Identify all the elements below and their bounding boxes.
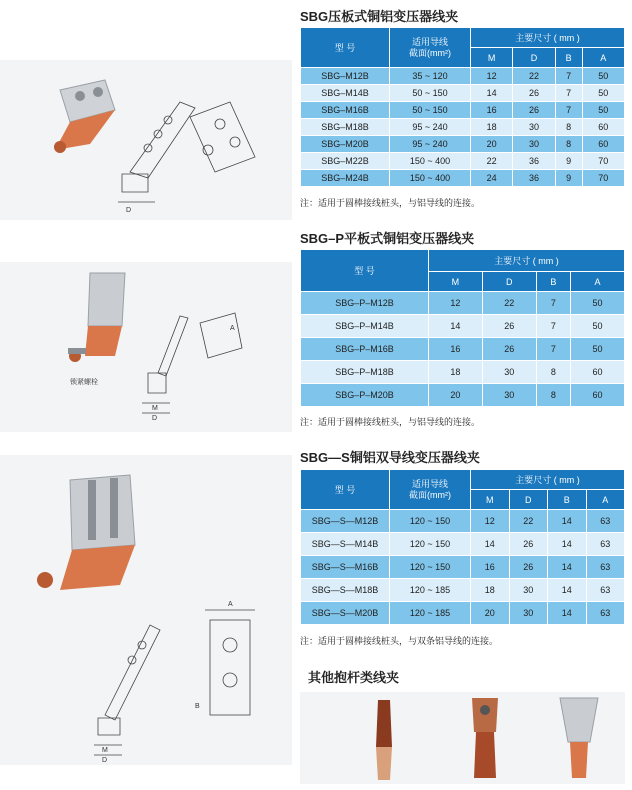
cell-a: 70 <box>582 153 624 170</box>
header-b: B <box>536 272 570 292</box>
cell-model: SBG–M18B <box>301 119 390 136</box>
table-row <box>301 602 625 625</box>
table-row <box>301 315 625 338</box>
table-row <box>301 338 625 361</box>
table-row <box>301 102 625 119</box>
cell-d: 30 <box>509 602 548 625</box>
cell-m: 18 <box>471 119 513 136</box>
header-m: M <box>471 48 513 68</box>
table-row <box>301 510 625 533</box>
table-row <box>301 579 625 602</box>
cell-a: 50 <box>582 102 624 119</box>
cell-a: 50 <box>571 315 625 338</box>
cell-b: 14 <box>548 533 587 556</box>
section-2-title: SBG–P平板式铜铝变压器线夹 <box>300 231 475 246</box>
sbg-s-clamp-photo <box>37 475 135 590</box>
sbg-p-clamp-illustration <box>30 268 290 428</box>
cell-wire: 120 ~ 185 <box>390 579 471 602</box>
header-wire: 适用导线 截面(mm²) <box>390 28 471 68</box>
cell-m: 14 <box>471 85 513 102</box>
cell-a: 60 <box>571 361 625 384</box>
cell-model: SBG–M12B <box>301 68 390 85</box>
header-model: 型 号 <box>301 470 390 510</box>
cell-m: 24 <box>471 170 513 187</box>
left-illustration-column <box>0 0 292 790</box>
cell-a: 50 <box>571 292 625 315</box>
cell-m: 12 <box>471 510 510 533</box>
cell-m: 14 <box>471 533 510 556</box>
header-d: D <box>482 272 536 292</box>
cell-m: 14 <box>429 315 483 338</box>
cell-wire: 50 ~ 150 <box>390 102 471 119</box>
header-a: A <box>582 48 624 68</box>
sbg-s-dim-b-label: B <box>195 703 200 710</box>
cell-m: 20 <box>471 602 510 625</box>
header-d: D <box>509 490 548 510</box>
cell-wire: 35 ~ 120 <box>390 68 471 85</box>
cell-m: 18 <box>429 361 483 384</box>
section-2-note: 注：适用于圆棒接线桩头，与铝导线的连接。 <box>300 417 481 427</box>
cell-model: SBG–M22B <box>301 153 390 170</box>
cell-model: SBG–P–M16B <box>301 338 429 361</box>
cell-wire: 150 ~ 400 <box>390 170 471 187</box>
rod-clamp-photo-2 <box>472 698 498 778</box>
cell-d: 26 <box>513 85 555 102</box>
other-clamps-photos <box>300 692 625 784</box>
cell-d: 22 <box>509 510 548 533</box>
cell-model: SBG–P–M18B <box>301 361 429 384</box>
cell-m: 22 <box>471 153 513 170</box>
table-row <box>301 119 625 136</box>
cell-b: 7 <box>555 85 582 102</box>
cell-m: 16 <box>471 556 510 579</box>
other-clamps-gallery <box>300 692 625 784</box>
cell-d: 22 <box>513 68 555 85</box>
cell-m: 12 <box>429 292 483 315</box>
sbg-p-dim-a-label: A <box>230 325 235 332</box>
cell-a: 63 <box>586 602 625 625</box>
cell-model: SBG–P–M12B <box>301 292 429 315</box>
cell-b: 14 <box>548 579 587 602</box>
cell-model: SBG–M14B <box>301 85 390 102</box>
rod-clamp-photo-1 <box>376 700 392 780</box>
cell-model: SBG–M16B <box>301 102 390 119</box>
cell-model: SBG—S—M12B <box>301 510 390 533</box>
header-m: M <box>429 272 483 292</box>
sbg-dim-d-label: D <box>126 207 132 214</box>
table-row <box>301 85 625 102</box>
cell-d: 30 <box>482 384 536 407</box>
cell-d: 30 <box>482 361 536 384</box>
header-dims: 主要尺寸 ( mm ) <box>471 470 625 490</box>
cell-model: SBG—S—M14B <box>301 533 390 556</box>
cell-a: 70 <box>582 170 624 187</box>
cell-wire: 120 ~ 185 <box>390 602 471 625</box>
header-dims: 主要尺寸 ( mm ) <box>429 250 625 272</box>
cell-m: 18 <box>471 579 510 602</box>
cell-d: 36 <box>513 170 555 187</box>
cell-wire: 50 ~ 150 <box>390 85 471 102</box>
section-3-note: 注：适用于圆棒接线桩头，与双条铝导线的连接。 <box>300 636 499 646</box>
table-row <box>301 153 625 170</box>
sbg-p-dim-m-label: M <box>152 405 158 412</box>
cell-model: SBG–P–M20B <box>301 384 429 407</box>
header-a: A <box>571 272 625 292</box>
cell-a: 50 <box>582 85 624 102</box>
header-b: B <box>555 48 582 68</box>
sbg-clamp-drawing <box>118 102 255 202</box>
cell-b: 7 <box>536 292 570 315</box>
cell-b: 7 <box>536 315 570 338</box>
header-wire: 适用导线 截面(mm²) <box>390 470 471 510</box>
table-row <box>301 533 625 556</box>
sbg-s-dim-m-label: M <box>102 747 108 754</box>
cell-a: 50 <box>582 68 624 85</box>
cell-wire: 150 ~ 400 <box>390 153 471 170</box>
cell-b: 8 <box>536 384 570 407</box>
sbg-s-dim-a-label: A <box>228 601 233 608</box>
section-1-note: 注：适用于圆棒接线桩头，与铝导线的连接。 <box>300 198 481 208</box>
sbg-s-dim-d-label: D <box>102 757 108 764</box>
cell-d: 30 <box>509 579 548 602</box>
section-3-rows <box>301 510 625 625</box>
cell-a: 63 <box>586 510 625 533</box>
cell-model: SBG—S—M16B <box>301 556 390 579</box>
cell-b: 7 <box>555 102 582 119</box>
cell-m: 20 <box>429 384 483 407</box>
cell-b: 8 <box>555 119 582 136</box>
cell-b: 8 <box>536 361 570 384</box>
sbg-s-clamp-illustration <box>10 460 290 765</box>
table-row <box>301 292 625 315</box>
cell-d: 26 <box>482 315 536 338</box>
cell-d: 26 <box>509 556 548 579</box>
cell-d: 26 <box>509 533 548 556</box>
table-row <box>301 170 625 187</box>
section-2-rows <box>301 292 625 407</box>
section-1-rows <box>301 68 625 187</box>
header-dims: 主要尺寸 ( mm ) <box>471 28 625 48</box>
cell-m: 20 <box>471 136 513 153</box>
cell-d: 36 <box>513 153 555 170</box>
header-model: 型 号 <box>301 28 390 68</box>
sbg-clamp-photo <box>54 80 115 153</box>
header-m: M <box>471 490 510 510</box>
cell-d: 30 <box>513 136 555 153</box>
cell-d: 22 <box>482 292 536 315</box>
cell-model: SBG—S—M18B <box>301 579 390 602</box>
cell-model: SBG–M20B <box>301 136 390 153</box>
cell-d: 26 <box>513 102 555 119</box>
section-4-title: 其他抱杆类线夹 <box>308 670 400 685</box>
cell-a: 60 <box>582 136 624 153</box>
cell-m: 16 <box>429 338 483 361</box>
cell-wire: 95 ~ 240 <box>390 136 471 153</box>
section-1-spec-table <box>300 27 625 187</box>
sbg-p-clamp-drawing <box>142 313 242 413</box>
cell-b: 7 <box>555 68 582 85</box>
section-2-spec-table <box>300 249 625 407</box>
cell-wire: 120 ~ 150 <box>390 533 471 556</box>
table-row <box>301 384 625 407</box>
section-1-title: SBG压板式铜铝变压器线夹 <box>300 9 459 24</box>
header-d: D <box>513 48 555 68</box>
cell-d: 26 <box>482 338 536 361</box>
cell-m: 12 <box>471 68 513 85</box>
header-b: B <box>548 490 587 510</box>
cell-a: 63 <box>586 556 625 579</box>
cell-wire: 120 ~ 150 <box>390 510 471 533</box>
cell-b: 9 <box>555 153 582 170</box>
cell-b: 8 <box>555 136 582 153</box>
table-row <box>301 136 625 153</box>
cell-b: 9 <box>555 170 582 187</box>
cell-model: SBG–P–M14B <box>301 315 429 338</box>
cell-b: 7 <box>536 338 570 361</box>
cell-wire: 95 ~ 240 <box>390 119 471 136</box>
section-3-spec-table <box>300 469 625 625</box>
sbg-clamp-illustration <box>30 62 290 222</box>
cell-a: 63 <box>586 579 625 602</box>
locking-bolt-label: 锁紧螺栓 <box>70 379 98 386</box>
sbg-p-dim-d-label: D <box>152 415 158 422</box>
cell-wire: 120 ~ 150 <box>390 556 471 579</box>
cell-model: SBG—S—M20B <box>301 602 390 625</box>
table-row <box>301 68 625 85</box>
cell-a: 60 <box>582 119 624 136</box>
table-row <box>301 556 625 579</box>
rod-clamp-photo-3 <box>560 698 598 778</box>
header-model: 型 号 <box>301 250 429 292</box>
header-a: A <box>586 490 625 510</box>
cell-a: 63 <box>586 533 625 556</box>
sbg-p-clamp-photo <box>68 273 125 362</box>
cell-model: SBG–M24B <box>301 170 390 187</box>
cell-d: 30 <box>513 119 555 136</box>
cell-a: 60 <box>571 384 625 407</box>
table-row <box>301 361 625 384</box>
section-3-title: SBG—S铜铝双导线变压器线夹 <box>300 450 480 465</box>
cell-b: 14 <box>548 510 587 533</box>
cell-b: 14 <box>548 602 587 625</box>
cell-m: 16 <box>471 102 513 119</box>
sbg-s-clamp-drawing <box>94 610 255 755</box>
cell-b: 14 <box>548 556 587 579</box>
cell-a: 50 <box>571 338 625 361</box>
